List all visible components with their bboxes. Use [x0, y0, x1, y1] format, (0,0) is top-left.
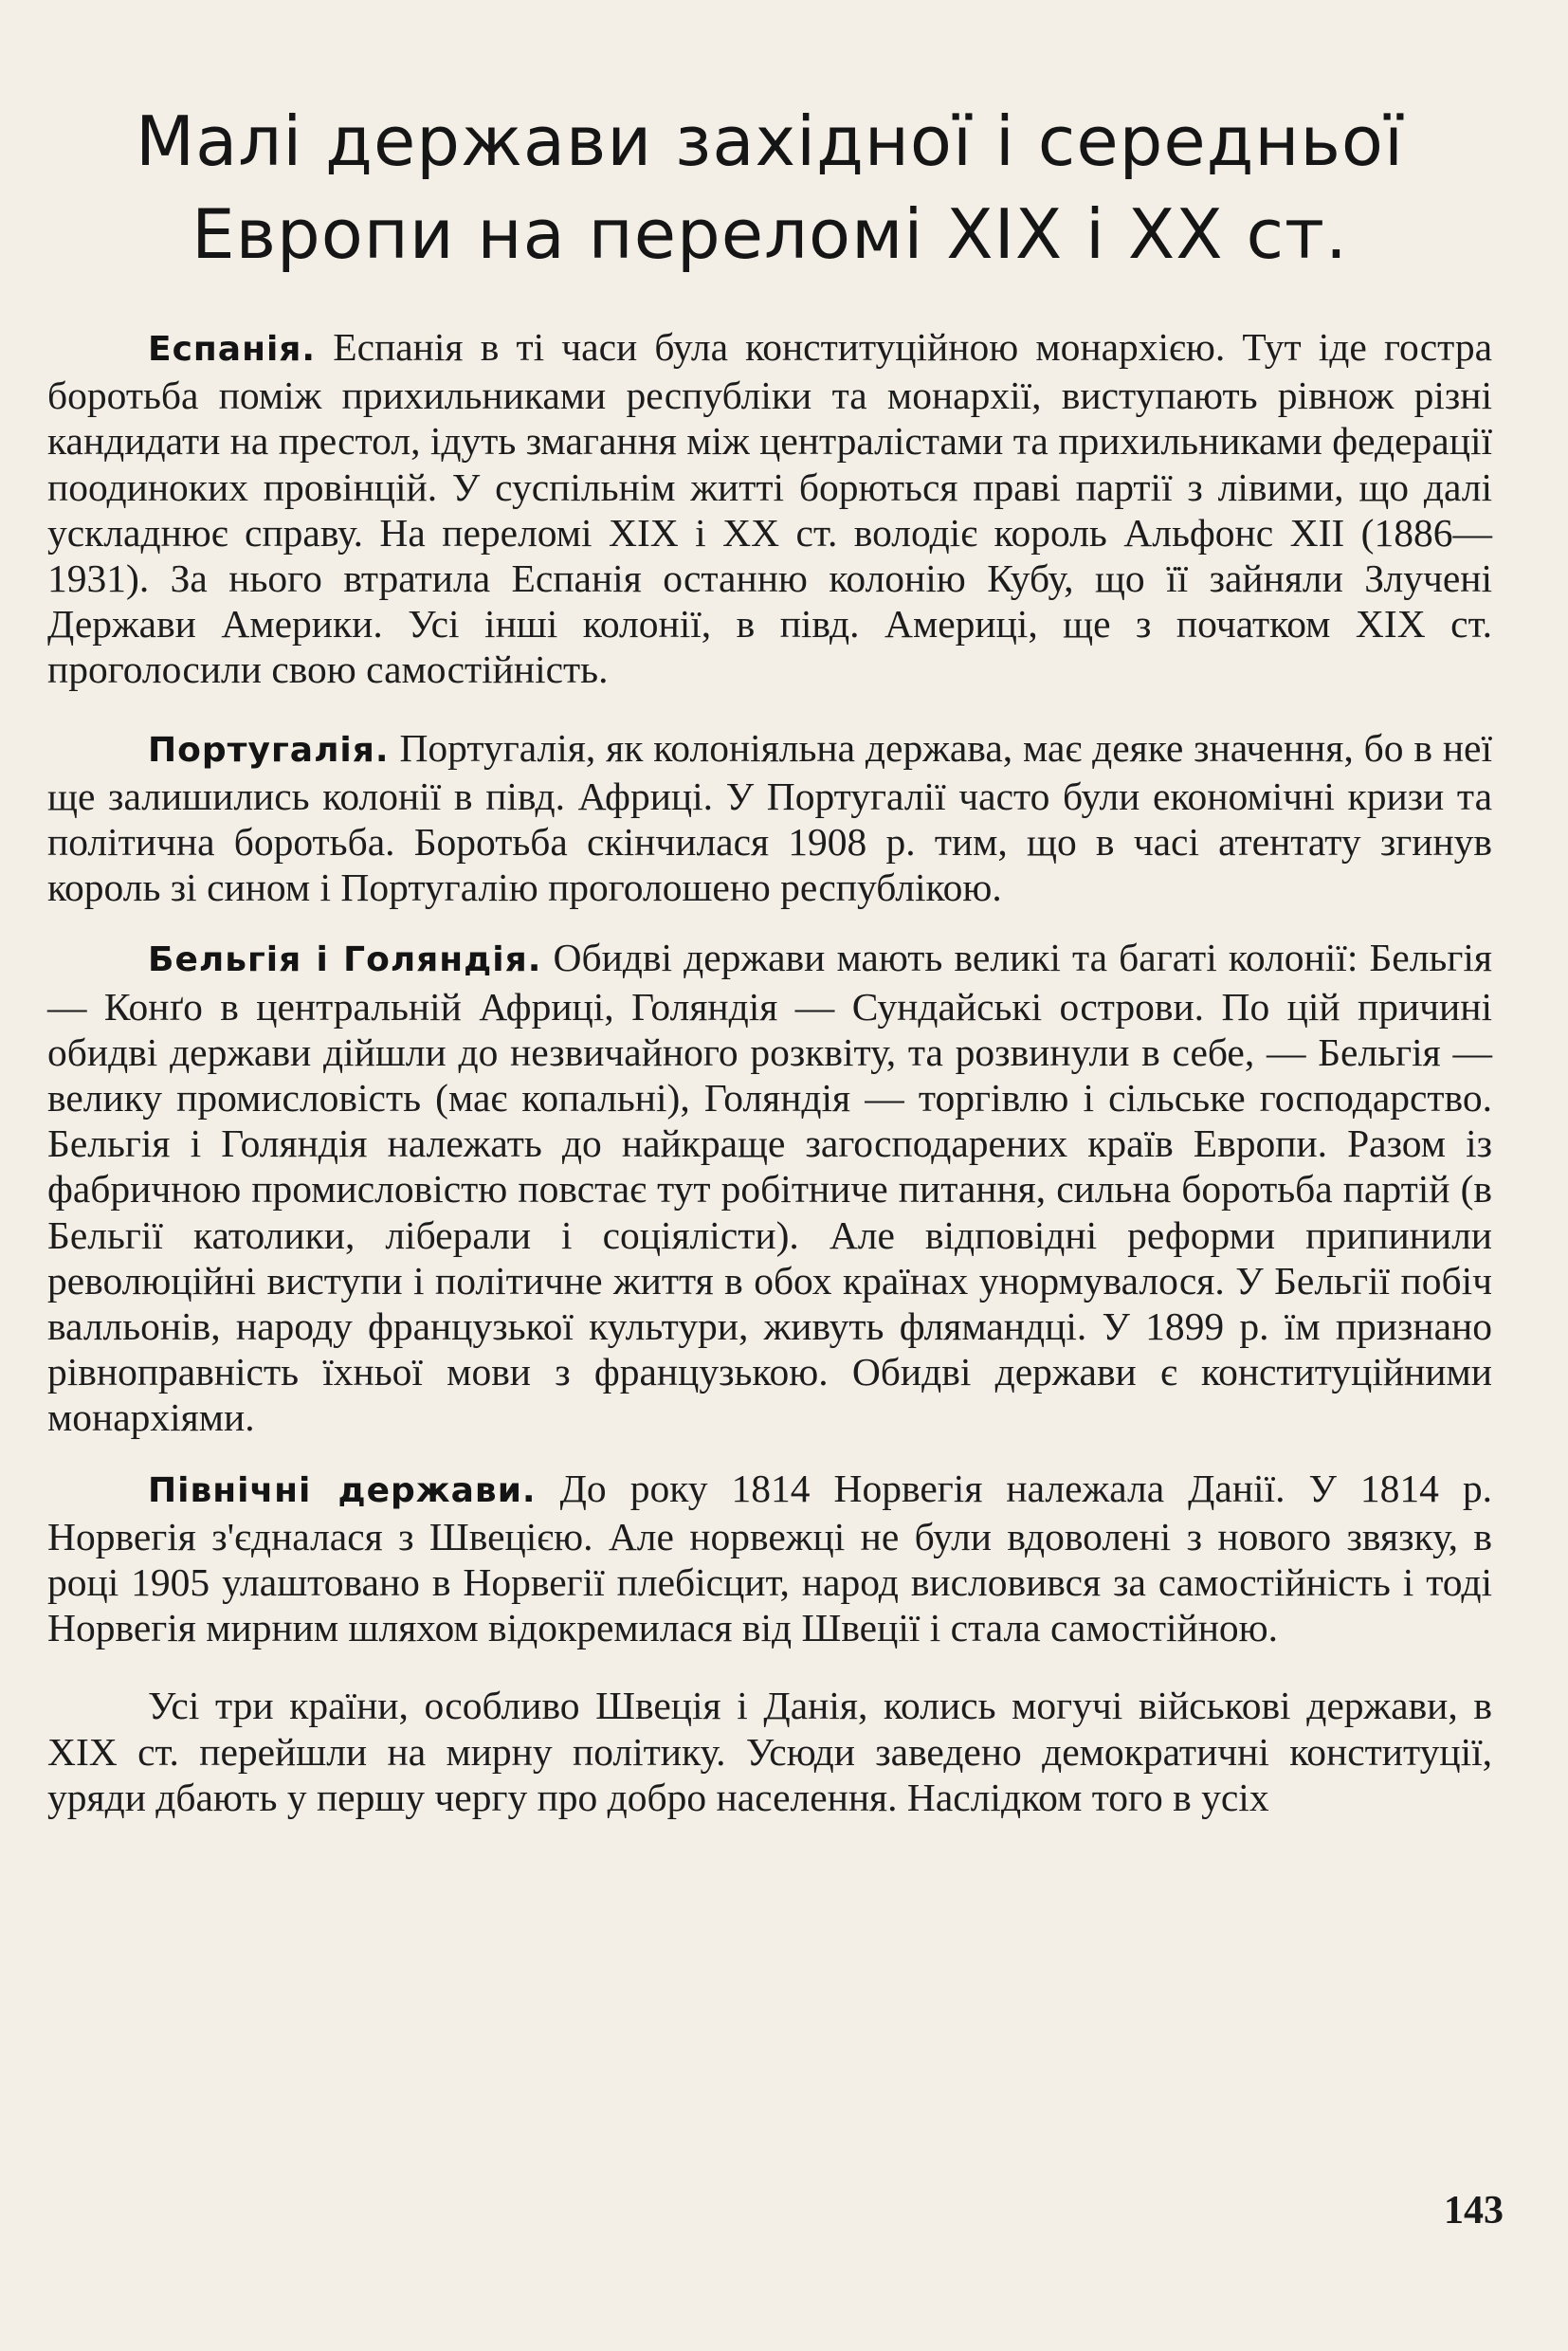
paragraph-three-countries — [47, 1683, 1492, 1820]
section-heading-northern-states: Північні держави. — [148, 1470, 537, 1510]
paragraph-text-northern-states: До року 1814 Норвегія належала Данії. У 1814 р. Норвегія з'єдналася з Швецією. Але норвежці не були вдоволені з нового звязку, в році 1905 улаштовано в Норвегії плебісцит, народ висловився за самостійність і тоді Норвегія мирним шляхом відокремилася від Швеції і стала самостійною. — [47, 1466, 1493, 1650]
paragraph-northern-states — [47, 1466, 1492, 1651]
paragraph-text-belgium-holland: Обидві держави мають великі та багаті колонії: Бельгія — Конґо в центральній Африці, Голяндія — Сундайські острови. По цій причині обидві держави дійшли до незвичайного розквіту, та розвинули в себе, — Бельгія — велику промисловість (має копальні), Голяндія — торгівлю і сільське господарство. Бельгія і Голяндія належать до найкраще загосподарених країв Европи. Разом із фабричною промисловістю повстає тут робітниче питання, сильна боротьба партій (в Бельгії католики, ліберали і соціялісти). Але відповідні реформи припинили революційні виступи і політичне життя в обох країнах унормувалося. У Бельгії побіч валльонів, народу французької культури, живуть флямандці. У 1899 р. їм признано рівноправність їхньої мови з французькою. Обидві держави є конституційними монархіями. — [47, 936, 1492, 1440]
paragraph-text-spain: Еспанія в ті часи була конституційною монархією. Тут іде гостра боротьба поміж прихильниками республіки та монархії, виступають рівнож різні кандидати на престол, ідуть змагання між централістами та прихильниками федерації поодиноких провінцій. У суспільнім житті борються праві партії з лівими, що далі ускладнює справу. На переломі XIX і XX ст. володіє король Альфонс XII (1886—1931). За нього втратила Еспанія останню колонію Кубу, що її зайняли Злучені Держави Америки. Усі інші колонії, в півд. Америці, ще з початком XIX ст. проголосили свою самостійність. — [47, 325, 1492, 692]
title-line-1: Малі держави західної і середньої — [136, 101, 1404, 181]
section-heading-portugal: Португалія. — [148, 730, 390, 770]
paragraph-text-three-countries: Усі три країни, особливо Швеція і Данія, колись могучі військові держави, в XIX ст. перейшли на мирну політику. Усюди заведено демократичні конституції, уряди дбають у першу чергу про добро населення. Наслідком того в усіх — [47, 1684, 1492, 1819]
title-line-2: Европи на переломі XIX і XX ст. — [191, 194, 1348, 274]
paragraph-belgium-holland — [47, 935, 1492, 1440]
section-heading-spain: Еспанія. — [148, 330, 317, 369]
page-title — [47, 95, 1492, 281]
paragraph-spain — [47, 324, 1492, 693]
paragraph-text-portugal: Португалія, як колоніяльна держава, має деяке значення, бо в неї ще залишились колонії в півд. Африці. У Португалії часто були економічні кризи та політична боротьба. Боротьба скінчилася 1908 р. тим, що в часі атентату згинув король зі сином і Португалію проголошено республікою. — [47, 725, 1492, 910]
page-number: 143 — [1444, 2189, 1504, 2233]
section-heading-belgium-holland: Бельгія і Голяндія. — [148, 940, 542, 980]
paragraph-portugal — [47, 725, 1492, 911]
